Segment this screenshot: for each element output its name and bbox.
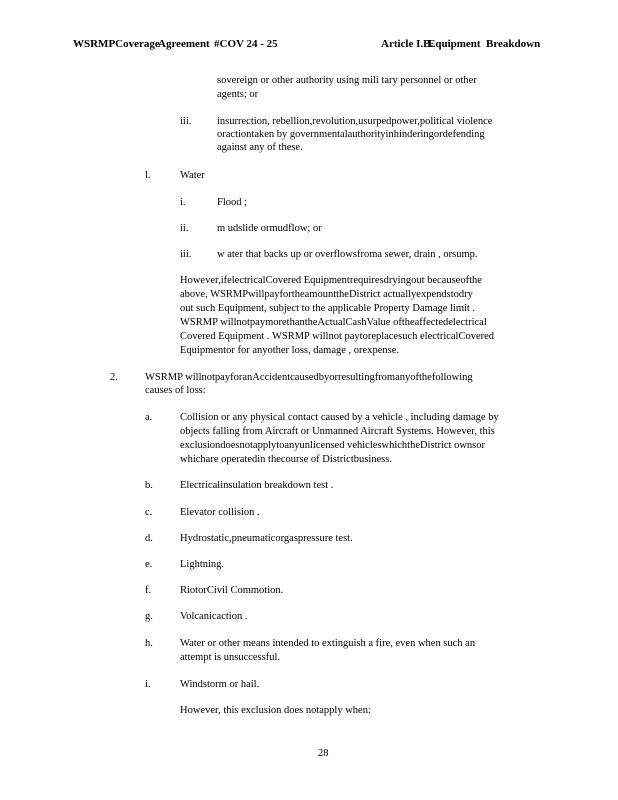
list-marker: i. [145,679,151,690]
header-breakdown: Breakdown [486,38,541,50]
section-title: Water [180,170,205,181]
list-marker: 2. [110,372,118,383]
list-item-text: Water or other means intended to extinguish a fire, even when such an [180,638,476,649]
paragraph-line: Equipmentor for anyother loss, damage , orexpense. [180,345,399,356]
list-item-text: Lightning. [180,559,225,570]
paragraph-line: However, this exclusion does notapply when: [180,705,371,716]
list-item-text: exclusiondoesnotapplytoanyunlicensed vehicleswhichtheDistrict ownsor [180,440,486,451]
list-item-text: m udslide ormudflow; or [217,223,322,234]
list-item-text: Collision or any physical contact caused by a vehicle , including damage by [180,412,499,423]
list-marker: c. [145,507,153,518]
list-marker: l. [145,170,151,181]
header-equipment: Equipment [428,38,481,50]
list-marker: h. [145,638,153,649]
list-marker: iii. [180,249,192,260]
list-marker: ii. [180,223,189,234]
list-marker: iii. [180,116,192,127]
list-marker: b. [145,480,153,491]
list-item-text: oractiontaken by governmentalauthorityinhinderingordefending [217,129,485,140]
header-agreement: Agreement [158,38,210,50]
paragraph-line: WSRMP willnotpayforanAccidentcausedbyorresultingfromanyofthefollowing [145,372,473,383]
list-item-text: Volcanicaction . [180,611,248,622]
continued-text-line: sovereign or other authority using mili tary personnel or other [217,75,477,86]
list-item-text: Windstorm or hail. [180,679,260,690]
list-item-text: Hydrostatic,pneumaticorgaspressure test. [180,533,353,544]
paragraph-line: Covered Equipment . WSRMP willnot paytoreplacesuch electricalCovered [180,331,495,342]
list-marker: d. [145,533,153,544]
list-item-text: whichare operatedin thecourse of Districtbusiness. [180,454,392,465]
list-marker: g. [145,611,153,622]
list-marker: a. [145,412,153,423]
list-item-text: Electricalinsulation breakdown test . [180,480,334,491]
list-item-text: attempt is unsuccessful. [180,652,281,663]
page-number: 28 [318,748,329,759]
paragraph-line: causes of loss: [145,385,206,396]
header-article: Article I.B. [381,38,434,50]
list-item-text: Flood ; [217,197,248,208]
paragraph-line: WSRMP willnotpaymorethantheActualCashValue oftheaffectedelectrical [180,317,487,328]
list-item-text: w ater that backs up or overflowsfroma sewer, drain , orsump. [217,249,478,260]
list-marker: i. [180,197,186,208]
list-item-text: Elevator collision . [180,507,260,518]
continued-text-line: agents; or [217,89,259,100]
list-item-text: insurrection, rebellion,revolution,usurpedpower,political violence [217,116,493,127]
list-marker: e. [145,559,153,570]
header-doc-name: WSRMPCoverage [73,38,160,50]
list-item-text: against any of these. [217,142,303,153]
paragraph-line: out such Equipment, subject to the applicable Property Damage limit . [180,303,476,314]
paragraph-line: However,ifelectricalCovered Equipmentrequiresdryingout becauseofthe [180,275,482,286]
list-item-text: objects falling from Aircraft or Unmanned Aircraft Systems. However, this [180,426,495,437]
list-item-text: RiotorCivil Commotion. [180,585,284,596]
header-cov-number: #COV 24 - 25 [214,38,278,50]
paragraph-line: above, WSRMPwillpayfortheamounttheDistrict actuallyexpendstodry [180,289,473,300]
list-marker: f. [145,585,152,596]
